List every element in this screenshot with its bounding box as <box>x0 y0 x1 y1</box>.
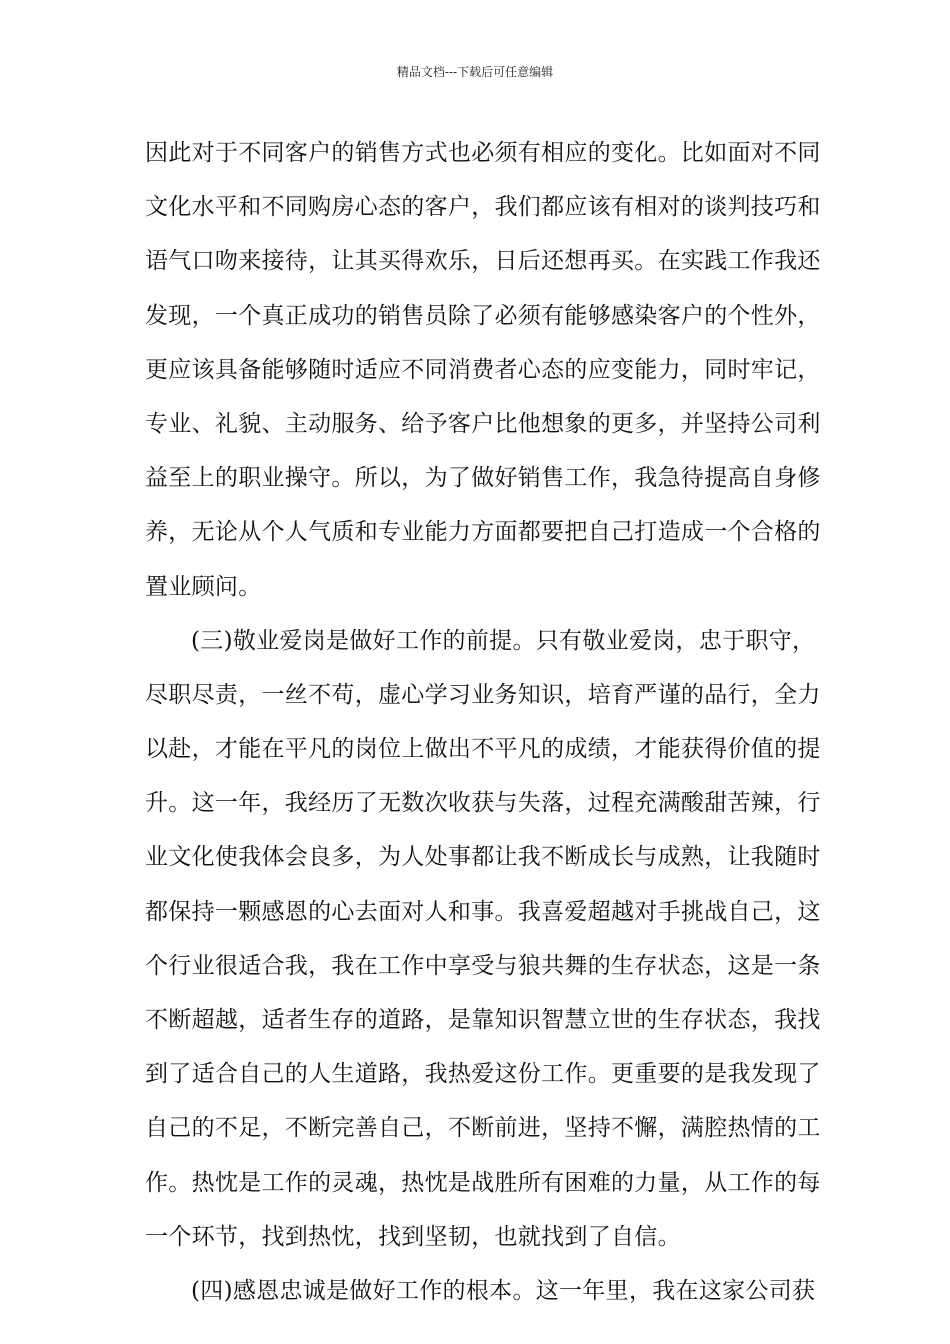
text-line: 都保持一颗感恩的心去面对人和事。我喜爱超越对手挑战自己，这 <box>145 898 821 925</box>
text-line: 不断超越，适者生存的道路，是靠知识智慧立世的生存状态，我找 <box>145 1007 821 1033</box>
text-line: 个行业很适合我，我在工作中享受与狼共舞的生存状态，这是一条 <box>145 952 821 979</box>
text-line: 一个环节，找到热忱，找到坚韧，也就找到了自信。 <box>145 1223 681 1250</box>
text-line: 益至上的职业操守。所以，为了做好销售工作，我急待提高自身修 <box>145 465 821 492</box>
text-line: 语气口吻来接待，让其买得欢乐，日后还想再买。在实践工作我还 <box>145 248 821 275</box>
document-body <box>145 126 821 1318</box>
text-line: 因此对于不同客户的销售方式也必须有相应的变化。比如面对不同 <box>145 140 821 166</box>
text-line: 业文化使我体会良多，为人处事都让我不断成长与成熟，让我随时 <box>145 844 821 871</box>
paragraph-2 <box>145 614 821 1264</box>
paragraph-3 <box>145 1264 816 1318</box>
text-line: 专业、礼貌、主动服务、给予客户比他想象的更多，并坚持公司利 <box>145 410 821 437</box>
text-line: 作。热忱是工作的灵魂，热忱是战胜所有困难的力量，从工作的每 <box>145 1169 821 1196</box>
text-line: 置业顾问。 <box>145 573 262 600</box>
text-line: 尽职尽责，一丝不苟，虚心学习业务知识，培育严谨的品行，全力 <box>145 681 821 708</box>
text-line: 升。这一年，我经历了无数次收获与失落，过程充满酸甜苦辣，行 <box>145 790 821 817</box>
text-line: 到了适合自己的人生道路，我热爱这份工作。更重要的是我发现了 <box>145 1061 821 1088</box>
paragraph-1 <box>145 126 821 614</box>
text-line: 发现，一个真正成功的销售员除了必须有能够感染客户的个性外， <box>145 302 821 329</box>
page-header: 精品文档---下载后可任意编辑 <box>396 65 554 79</box>
text-line: 更应该具备能够随时适应不同消费者心态的应变能力，同时牢记， <box>145 356 821 383</box>
text-line: 养，无论从个人气质和专业能力方面都要把自己打造成一个合格的 <box>145 519 821 546</box>
text-line: (三)敬业爱岗是做好工作的前提。只有敬业爱岗，忠于职守， <box>191 627 816 654</box>
text-line: 以赴，才能在平凡的岗位上做出不平凡的成绩，才能获得价值的提 <box>145 736 821 763</box>
text-line: 自己的不足，不断完善自己，不断前进，坚持不懈，满腔热情的工 <box>145 1115 821 1142</box>
text-line: 文化水平和不同购房心态的客户，我们都应该有相对的谈判技巧和 <box>145 194 821 221</box>
text-line: (四)感恩忠诚是做好工作的根本。这一年里，我在这家公司获 <box>191 1277 816 1304</box>
